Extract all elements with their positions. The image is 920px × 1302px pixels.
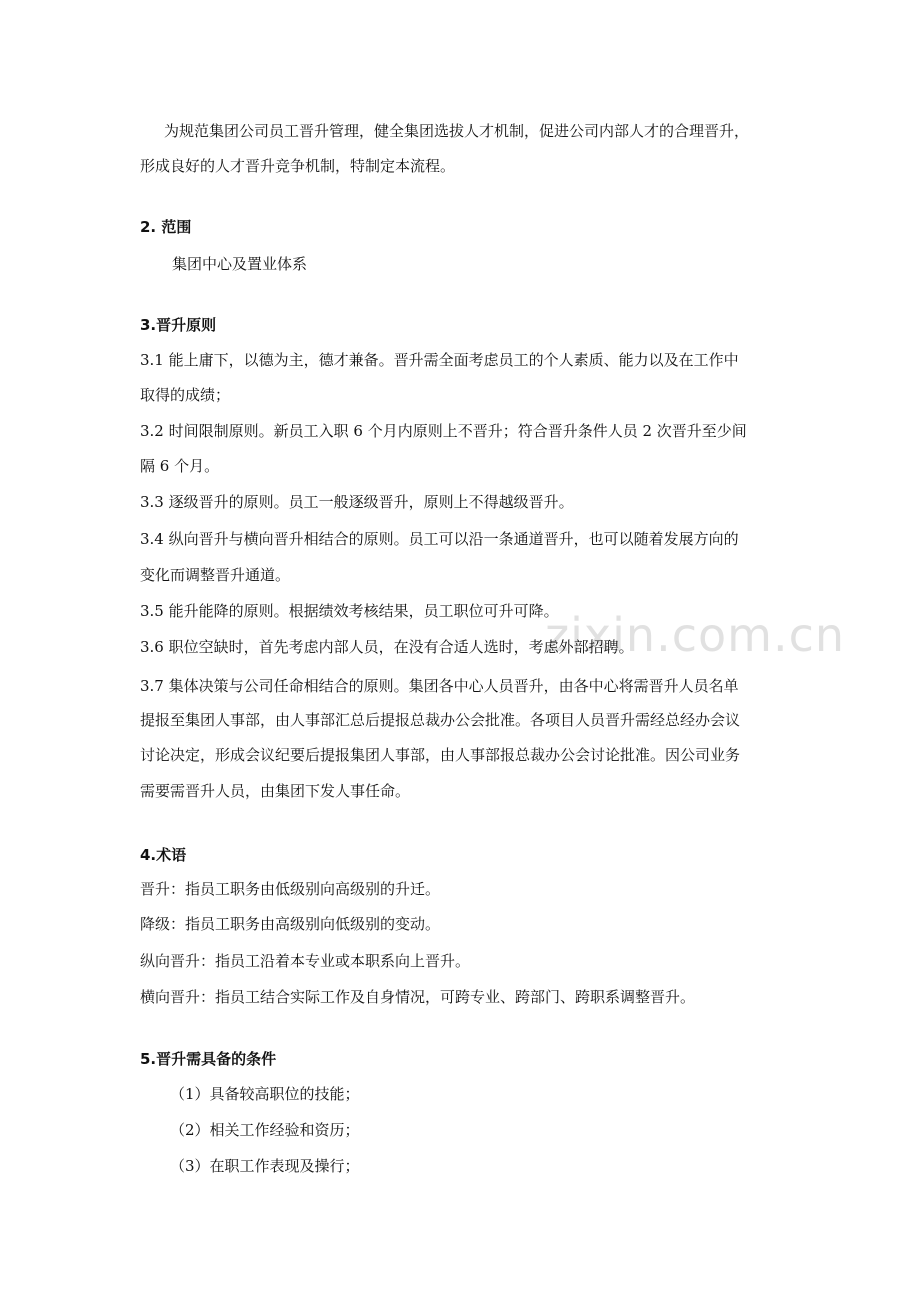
principle-line: 3.3 逐级晋升的原则。员工一般逐级晋升，原则上不得越级晋升。 — [140, 493, 574, 511]
term-line: 横向晋升：指员工结合实际工作及自身情况，可跨专业、跨部门、跨职系调整晋升。 — [140, 988, 696, 1006]
condition-item: （3）在职工作表现及操行； — [170, 1157, 360, 1175]
principle-line: 3.4 纵向晋升与横向晋升相结合的原则。员工可以沿一条通道晋升，也可以随着发展方向的 — [140, 530, 739, 548]
principle-line: 隔 6 个月。 — [140, 457, 220, 475]
principle-line: 3.6 职位空缺时，首先考虑内部人员，在没有合适人选时，考虑外部招聘。 — [140, 638, 634, 656]
principles-heading: 3.晋升原则 — [140, 316, 217, 334]
term-line: 纵向晋升：指员工沿着本专业或本职系向上晋升。 — [140, 952, 471, 970]
principle-line: 讨论决定，形成会议纪要后提报集团人事部，由人事部报总裁办公会讨论批准。因公司业务 — [140, 746, 741, 764]
principle-line: 取得的成绩； — [140, 386, 231, 404]
scope-text: 集团中心及置业体系 — [172, 255, 308, 273]
term-line: 晋升：指员工职务由低级别向高级别的升迁。 — [140, 880, 441, 898]
principle-line: 提报至集团人事部，由人事部汇总后提报总裁办公会批准。各项目人员晋升需经总经办会议 — [140, 711, 741, 729]
term-line: 降级：指员工职务由高级别向低级别的变动。 — [140, 915, 441, 933]
condition-item: （2）相关工作经验和资历； — [170, 1121, 360, 1139]
principle-line: 3.5 能升能降的原则。根据绩效考核结果，员工职位可升可降。 — [140, 602, 559, 620]
principle-line: 3.2 时间限制原则。新员工入职 6 个月内原则上不晋升；符合晋升条件人员 2 次晋升至少间 — [140, 422, 747, 440]
conditions-heading: 5.晋升需具备的条件 — [140, 1050, 277, 1068]
terms-heading: 4.术语 — [140, 846, 187, 864]
principle-line: 3.7 集体决策与公司任命相结合的原则。集团各中心人员晋升，由各中心将需晋升人员名单 — [140, 677, 739, 695]
scope-heading: 2. 范围 — [140, 218, 192, 236]
intro-line-1: 为规范集团公司员工晋升管理，健全集团选拔人才机制，促进公司内部人才的合理晋升， — [164, 122, 750, 140]
principle-line: 变化而调整晋升通道。 — [140, 566, 291, 584]
condition-item: （1）具备较高职位的技能； — [170, 1085, 360, 1103]
intro-line-2: 形成良好的人才晋升竞争机制，特制定本流程。 — [140, 157, 456, 175]
principle-line: 需要需晋升人员，由集团下发人事任命。 — [140, 782, 411, 800]
principle-line: 3.1 能上庸下，以德为主，德才兼备。晋升需全面考虑员工的个人素质、能力以及在工作中 — [140, 351, 739, 369]
watermark: zixin.com.cn — [545, 608, 846, 662]
